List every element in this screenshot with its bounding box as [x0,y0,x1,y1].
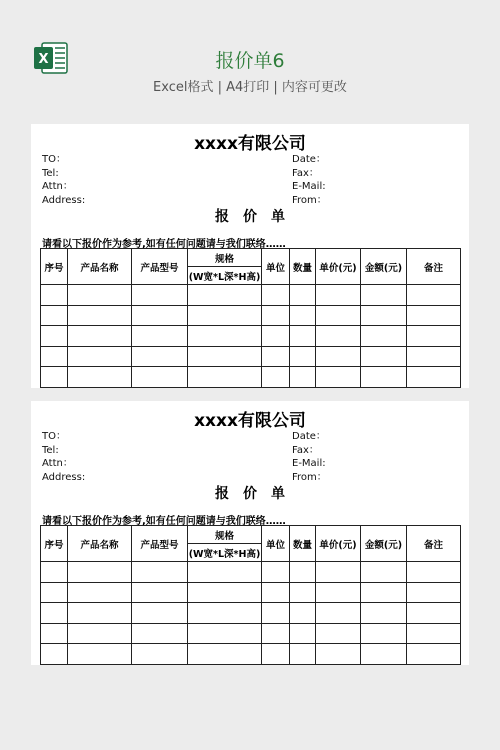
address-field: Address: [42,472,86,484]
col-unit-price: 单价(元) [316,249,361,285]
col-spec-sub: (W宽*L深*H高) [188,544,262,562]
table-row [41,562,461,583]
col-spec: 规格 [188,526,262,544]
table-row [41,346,461,367]
date-field: Date： [292,154,326,165]
fax-field: Fax： [292,444,319,456]
email-field: E-Mail: [292,181,326,193]
contact-fields-right [292,430,327,485]
page-title: 报价单6 [215,50,285,72]
company-name: xxxx有限公司 [194,134,306,154]
reference-note: 请看以下报价作为参考,如有任何问题请与我们联络…… [42,239,286,250]
col-quantity: 数量 [290,526,316,562]
document-title: 报价单 [215,209,299,225]
quote-table [40,525,461,665]
col-amount: 金额(元) [361,249,407,285]
date-field: Date： [292,431,326,442]
quote-sheet-2 [31,401,469,665]
table-row [41,664,461,665]
tel-field: Tel: [42,444,59,456]
table-row [41,623,461,644]
contact-fields-left [42,153,85,208]
col-index: 序号 [41,526,68,562]
col-remark: 备注 [407,526,461,562]
col-product-name: 产品名称 [68,526,132,562]
attn-field: Attn： [42,458,73,470]
table-row [41,305,461,326]
address-field: Address: [42,195,86,207]
contact-fields-left [42,430,85,485]
table-row [41,367,461,388]
table-row [41,326,461,347]
col-spec: 规格 [188,249,262,267]
to-field: TO： [42,431,66,442]
table-row [41,644,461,665]
col-index: 序号 [41,249,68,285]
page-header [0,0,500,110]
fax-field: Fax： [292,167,319,179]
col-product-name: 产品名称 [68,249,132,285]
table-row [41,387,461,388]
to-field: TO： [42,154,66,165]
email-field: E-Mail: [292,458,326,470]
col-unit-price: 单价(元) [316,526,361,562]
quote-sheet-1 [31,124,469,388]
from-field: From： [292,472,327,484]
from-field: From： [292,195,327,207]
company-name: xxxx有限公司 [194,411,306,431]
table-row [41,582,461,603]
attn-field: Attn： [42,181,73,193]
reference-note: 请看以下报价作为参考,如有任何问题请与我们联络…… [42,516,286,527]
col-amount: 金额(元) [361,526,407,562]
document-title: 报价单 [215,486,299,502]
table-row [41,285,461,306]
col-product-model: 产品型号 [132,249,188,285]
col-quantity: 数量 [290,249,316,285]
col-unit: 单位 [262,249,290,285]
page-subtitle: Excel格式 | A4打印 | 内容可更改 [153,80,347,95]
quote-table [40,248,461,388]
col-unit: 单位 [262,526,290,562]
table-row [41,603,461,624]
contact-fields-right [292,153,327,208]
svg-text:X: X [38,52,49,67]
tel-field: Tel: [42,167,59,179]
col-remark: 备注 [407,249,461,285]
col-spec-sub: (W宽*L深*H高) [188,267,262,285]
col-product-model: 产品型号 [132,526,188,562]
